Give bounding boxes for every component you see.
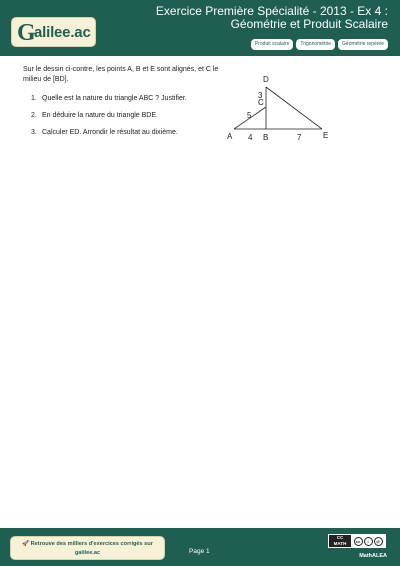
cc-icon: cc [354,537,363,546]
exercise-intro: Sur le dessin ci-contre, les points A, B et E sont alignés, et C le milieu de [BD]. [23,66,219,83]
question-number: 1. [31,95,37,102]
length-ac: 5 [247,111,252,120]
triangle-diagram [220,70,340,145]
galilee-logo[interactable] [11,17,96,47]
question-text: Quelle est la nature du triangle ABC ? Justifier. [42,95,187,102]
promo-banner[interactable]: 🚀 Retrouve des milliers d'exercices corrigés sur galilee.ac [10,536,165,560]
by-icon: i [364,537,373,546]
label-point-e: E [323,131,329,140]
tag-trigonometrie[interactable]: Trigonométrie [296,39,335,50]
tag-geometrie-reperee[interactable]: Géométrie repérée [338,39,388,50]
label-point-d: D [263,75,269,84]
question-item [31,128,241,138]
cc-logo-icon: CC MATH [329,535,351,547]
cc-terms [351,535,385,547]
page-number: Page 1 [189,548,210,555]
question-text: En déduire la nature du triangle BDE. [42,112,158,119]
geometry-figure [220,70,340,145]
brand-name: MathALEA [359,553,387,559]
length-be: 7 [297,133,302,142]
length-ab: 4 [248,133,253,142]
question-number: 3. [31,129,37,136]
page-footer [0,528,400,566]
question-number: 2. [31,112,37,119]
question-list [31,94,241,145]
exercise-title: Exercice Première Spécialité - 2013 - Ex 4 : Géométrie et Produit Scalaire [155,4,388,31]
label-point-c: C [258,98,264,107]
question-item [31,94,241,104]
label-point-b: B [263,133,269,142]
segment-de [266,87,322,129]
sa-icon: @ [374,537,383,546]
tag-produit-scalaire[interactable]: Produit scalaire [251,39,293,50]
logo-initial: G [17,20,36,46]
topic-tags [251,39,388,50]
question-item [31,111,241,121]
label-point-a: A [227,132,233,141]
cc-license-badge[interactable] [328,534,386,548]
logo-text: alilee.ac [34,24,91,41]
length-bc: 3 [258,91,263,100]
page-header [0,0,400,56]
question-text: Calculer ED. Arrondir le résultat au dixième. [42,129,178,136]
